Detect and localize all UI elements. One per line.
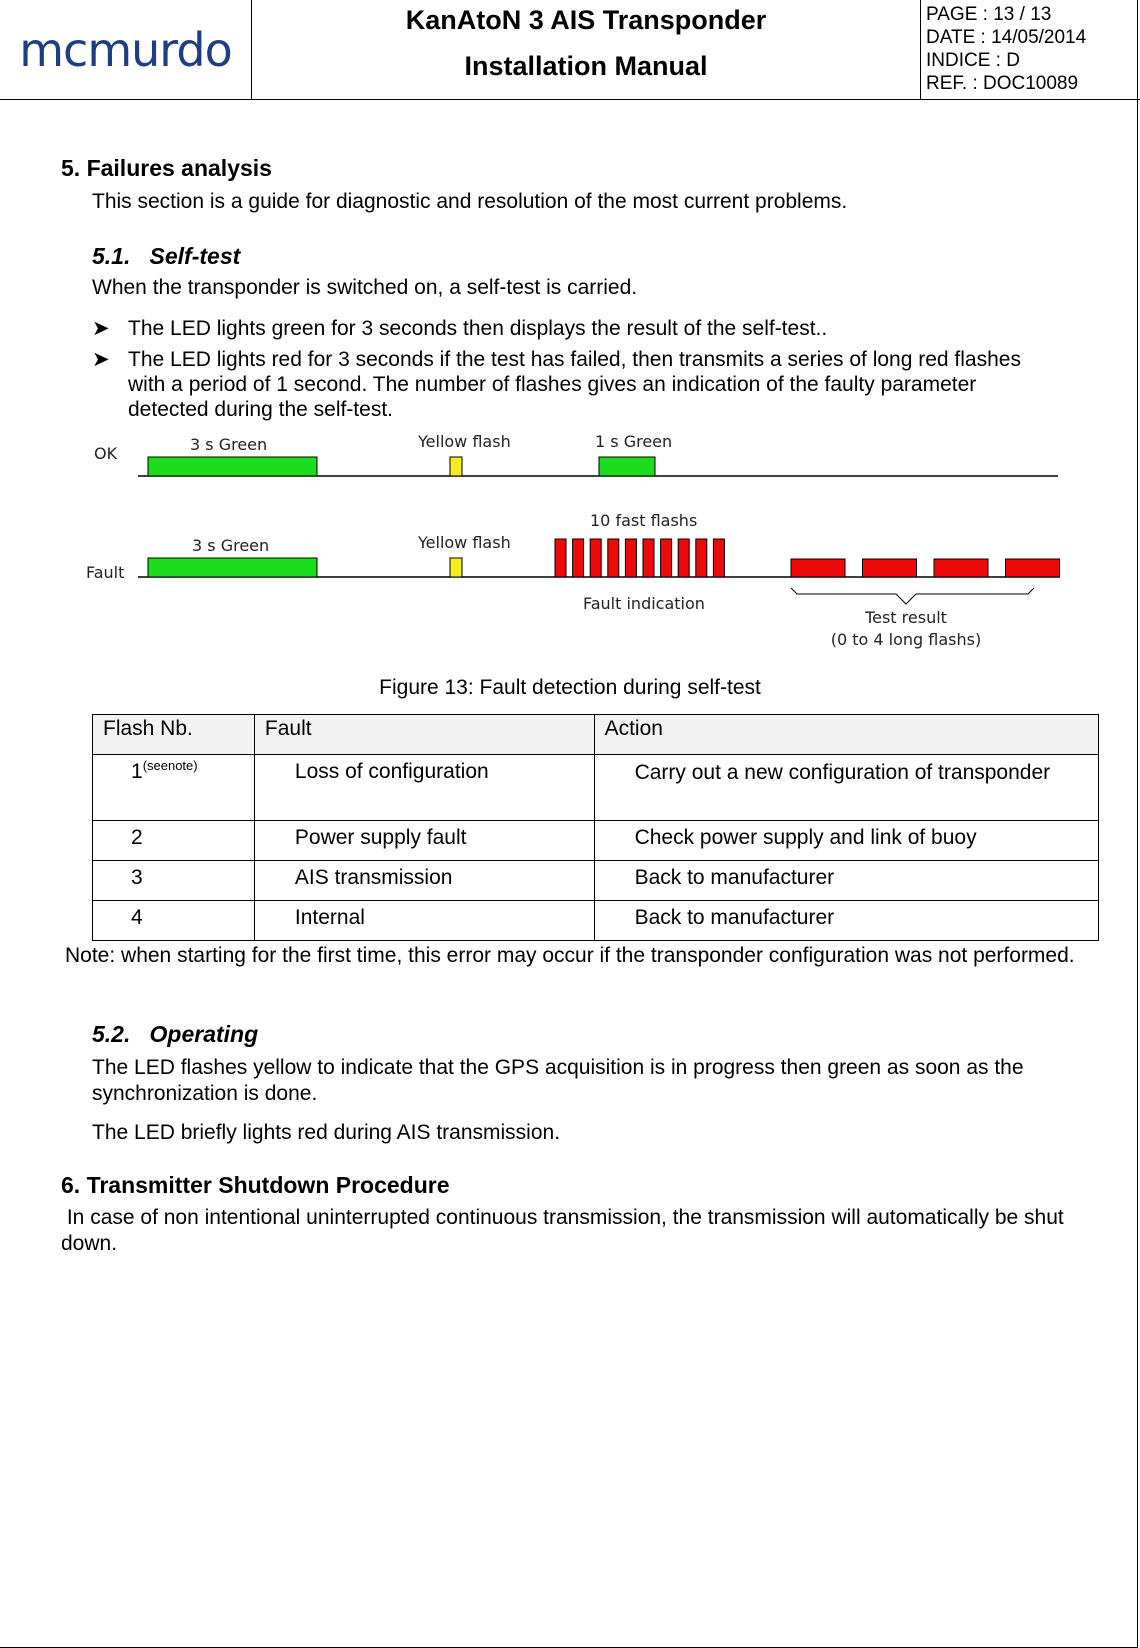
ok-green-1s-label: 1 s Green: [595, 432, 673, 451]
ok-green-3s-pulse: [148, 457, 317, 476]
section-5-2-heading: 5.2. Operating: [92, 1021, 259, 1047]
fault-indication-label: Fault indication: [583, 594, 705, 613]
table-note: Note: when starting for the first time, this error may occur if the transponder configuration was not performed.: [65, 944, 1075, 967]
see-note-marker: (seenote): [142, 758, 198, 773]
fast-flash-pulse: [713, 539, 724, 577]
fault-cell: Loss of configuration: [254, 755, 594, 821]
bullet-text-1: The LED lights green for 3 seconds then displays the result of the self-test..: [128, 317, 828, 340]
section-5-intro: This section is a guide for diagnostic and resolution of the most current problems.: [92, 190, 848, 213]
document-indice: INDICE : D: [926, 50, 1020, 71]
fault-green-3s-label: 3 s Green: [192, 536, 270, 555]
long-flash-pulse: [863, 559, 917, 577]
fast-flash-pulse: [555, 539, 566, 577]
table-row: [93, 821, 1099, 861]
fault-yellow-flash-label: Yellow flash: [418, 533, 511, 552]
figure-caption: Figure 13: Fault detection during self-test: [379, 676, 761, 699]
long-flashes-group: [791, 559, 1060, 577]
flash-nb-cell: 2: [93, 821, 255, 861]
flash-nb-cell: [93, 755, 255, 821]
fault-table: [92, 714, 1099, 941]
company-logo: [0, 0, 252, 100]
action-cell: Check power supply and link of buoy: [594, 821, 1098, 861]
long-flash-pulse: [934, 559, 988, 577]
document-date: DATE : 14/05/2014: [926, 27, 1087, 48]
section-5-heading: 5. Failures analysis: [61, 155, 272, 181]
test-result-brace: [791, 588, 1034, 604]
test-result-range-label: (0 to 4 long flashs): [830, 630, 982, 649]
header-action: Action: [594, 715, 1098, 755]
page-header: [0, 0, 1140, 100]
test-result-label: Test result: [865, 608, 947, 627]
ok-row-label: OK: [94, 444, 118, 463]
flash-nb-cell: 4: [93, 901, 255, 941]
logo-text: mcmurdo: [19, 23, 232, 77]
section-5-2-paragraph-1: The LED flashes yellow to indicate that the GPS acquisition is in progress then green as soon as the synchronization is done.: [92, 1056, 1024, 1105]
long-flash-pulse: [1006, 559, 1060, 577]
action-cell: Back to manufacturer: [594, 861, 1098, 901]
fault-yellow-flash: [450, 558, 462, 577]
page-number: PAGE : 13 / 13: [926, 4, 1052, 25]
table-row: [93, 901, 1099, 941]
bullet-marker-2: ➤: [92, 348, 110, 371]
section-5-1-heading: 5.1. Self-test: [92, 243, 241, 269]
document-info: [926, 3, 1086, 95]
fault-cell: AIS transmission: [254, 861, 594, 901]
ok-yellow-flash: [450, 457, 462, 476]
document-ref: REF. : DOC10089: [926, 73, 1079, 94]
flash-nb-cell: 3: [93, 861, 255, 901]
fast-flash-pulse: [678, 539, 689, 577]
bullet-text-2: The LED lights red for 3 seconds if the test has failed, then transmits a series of long red flashes with a period of 1 second. The number of flashes gives an indication of the faulty parameter detected during the self-test.: [128, 348, 1021, 421]
fast-flash-pulse: [661, 539, 672, 577]
section-6-paragraph: In case of non intentional uninterrupted continuous transmission, the transmission will automatically be shut down.: [61, 1206, 1070, 1255]
action-cell: Back to manufacturer: [594, 901, 1098, 941]
fast-flashes-label: 10 fast flashs: [590, 511, 698, 530]
header-fault: Fault: [254, 715, 594, 755]
flash-nb: 1: [131, 760, 143, 783]
fast-flash-pulse: [590, 539, 601, 577]
self-test-timing-diagram: [80, 425, 1080, 655]
fast-flash-pulse: [625, 539, 636, 577]
fast-flash-pulse: [608, 539, 619, 577]
ok-green-3s-label: 3 s Green: [190, 435, 268, 454]
fast-flash-pulse: [696, 539, 707, 577]
document-title: [252, 0, 921, 100]
table-row: [93, 861, 1099, 901]
fault-row-label: Fault: [86, 563, 125, 582]
ok-green-1s-pulse: [599, 457, 655, 476]
section-5-1-intro: When the transponder is switched on, a self-test is carried.: [92, 276, 638, 299]
fault-cell: Internal: [254, 901, 594, 941]
fast-flashes-group: [555, 539, 724, 577]
section-6-heading: 6. Transmitter Shutdown Procedure: [61, 1172, 450, 1198]
fast-flash-pulse: [573, 539, 584, 577]
long-flash-pulse: [791, 559, 845, 577]
title-line-1: KanAtoN 3 AIS Transponder: [405, 5, 767, 35]
fault-green-3s-pulse: [148, 558, 317, 577]
ok-yellow-flash-label: Yellow flash: [418, 432, 511, 451]
title-line-2: Installation Manual: [464, 51, 708, 81]
fault-cell: Power supply fault: [254, 821, 594, 861]
header-flash-nb: Flash Nb.: [93, 715, 255, 755]
fast-flash-pulse: [643, 539, 654, 577]
action-cell: Carry out a new configuration of transponder: [594, 755, 1098, 821]
bullet-marker-1: ➤: [92, 317, 110, 340]
table-header-row: [93, 715, 1099, 755]
table-row: [93, 755, 1099, 821]
section-5-2-paragraph-2: The LED briefly lights red during AIS transmission.: [92, 1121, 561, 1144]
